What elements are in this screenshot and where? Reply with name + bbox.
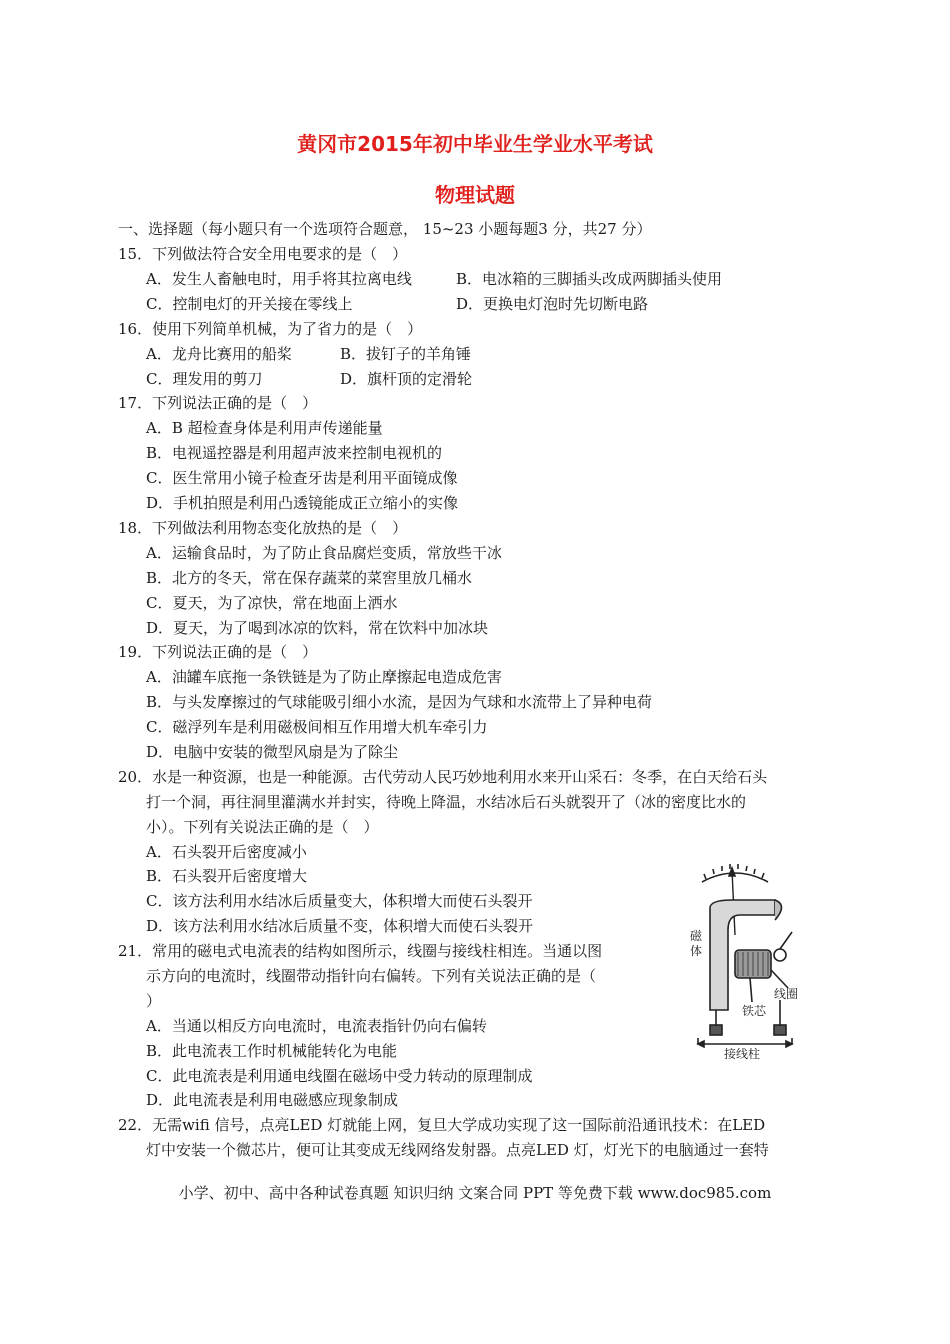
q18-option-d: D．夏天，为了喝到冰凉的饮料，常在饮料中加冰块 [146, 619, 489, 637]
question-18: 18．下列做法利用物态变化放热的是（ ） [118, 519, 408, 537]
label-core: 铁芯 [742, 1004, 767, 1018]
q21-option-c: C．此电流表是利用通电线圈在磁场中受力转动的原理制成 [146, 1067, 533, 1085]
q19-option-a: A．油罐车底拖一条铁链是为了防止摩擦起电造成危害 [146, 668, 502, 686]
label-terminal: 接线柱 [724, 1047, 761, 1060]
q20-option-b: B．石头裂开后密度增大 [146, 867, 308, 885]
q18-option-b: B．北方的冬天，常在保存蔬菜的菜窖里放几桶水 [146, 569, 473, 587]
q16-option-b: B．拔钉子的羊角锤 [340, 345, 472, 363]
label-magnet-1: 磁 [690, 929, 703, 943]
terminal-bracket [698, 1038, 792, 1044]
q20-option-c: C．该方法利用水结冰后质量变大，体积增大而使石头裂开 [146, 892, 533, 910]
q16-option-d: D．旗杆顶的定滑轮 [340, 370, 473, 388]
question-22-line1: 22．无需wifi 信号，点亮LED 灯就能上网，复旦大学成功实现了这一国际前沿通讯技术：在LED [118, 1116, 766, 1134]
q17-option-c: C．医生常用小镜子检查牙齿是利用平面镜成像 [146, 469, 458, 487]
question-22-line2: 灯中安装一个微芯片，便可让其变成无线网络发射器。点亮LED 灯，灯光下的电脑通过一套特 [146, 1141, 769, 1159]
q20-option-a: A．石头裂开后密度减小 [146, 843, 307, 861]
q18-option-a: A．运输食品时，为了防止食品腐烂变质，常放些干冰 [146, 544, 502, 562]
question-20-line3: 小）。下列有关说法正确的是（ ） [146, 818, 379, 836]
q15-option-c: C．控制电灯的开关接在零线上 [146, 295, 353, 313]
question-15: 15．下列做法符合安全用电要求的是（ ） [118, 245, 408, 263]
question-21-line3: ） [146, 992, 162, 1010]
q16-option-a: A．龙舟比赛用的船桨 [146, 345, 292, 363]
exam-title: 黄冈市2015年初中毕业生学业水平考试 [297, 132, 653, 156]
q15-option-b: B．电冰箱的三脚插头改成两脚插头使用 [456, 270, 723, 288]
pointer-tip [729, 868, 735, 876]
q20-option-d: D．该方法利用水结冰后质量不变，体积增大而使石头裂开 [146, 917, 534, 935]
magnet-pole [775, 900, 782, 920]
q17-option-a: A．B 超检查身体是利用声传递能量 [146, 419, 383, 437]
question-17: 17．下列说法正确的是（ ） [118, 394, 318, 412]
question-21-line1: 21．常用的磁电式电流表的结构如图所示，线圈与接线柱相连。当通以图 [118, 942, 603, 960]
question-20-line2: 打一个洞，再往洞里灌满水并封实，待晚上降温，水结冰后石头就裂开了（冰的密度比水的 [146, 793, 747, 811]
q19-option-d: D．电脑中安装的微型风扇是为了除尘 [146, 743, 399, 761]
q19-option-b: B．与头发摩擦过的气球能吸引细小水流，是因为气球和水流带上了异种电荷 [146, 693, 653, 711]
q17-option-b: B．电视遥控器是利用超声波来控制电视机的 [146, 444, 443, 462]
ammeter-diagram [680, 860, 810, 1060]
pivot [774, 949, 786, 961]
q18-option-c: C．夏天，为了凉快，常在地面上洒水 [146, 594, 398, 612]
question-20-line1: 20．水是一种资源，也是一种能源。古代劳动人民巧妙地利用水来开山采石：冬季，在白天给石头 [118, 768, 768, 786]
label-coil: 线圈 [774, 987, 799, 1001]
label-magnet-2: 体 [690, 944, 703, 958]
question-19: 19．下列说法正确的是（ ） [118, 643, 318, 661]
q16-option-c: C．理发用的剪刀 [146, 370, 263, 388]
terminal-right [774, 1025, 786, 1035]
q21-option-a: A．当通以相反方向电流时，电流表指针仍向右偏转 [146, 1017, 487, 1035]
q19-option-c: C．磁浮列车是利用磁极间相互作用增大机车牵引力 [146, 718, 488, 736]
terminal-left [710, 1025, 722, 1035]
q15-option-a: A．发生人畜触电时，用手将其拉离电线 [146, 270, 412, 288]
question-21-line2: 示方向的电流时，线圈带动指针向右偏转。下列有关说法正确的是（ [146, 967, 597, 985]
section-heading: 一、选择题（每小题只有一个选项符合题意， 15~23 小题每题3 分，共27 分） [118, 220, 652, 238]
q21-option-d: D．此电流表是利用电磁感应现象制成 [146, 1091, 399, 1109]
q21-option-b: B．此电流表工作时机械能转化为电能 [146, 1042, 398, 1060]
question-16: 16．使用下列简单机械，为了省力的是（ ） [118, 320, 423, 338]
q15-option-d: D．更换电灯泡时先切断电路 [456, 295, 649, 313]
exam-subtitle: 物理试题 [435, 183, 515, 207]
page-footer: 小学、初中、高中各种试卷真题 知识归纳 文案合同 PPT 等免费下载 www.doc985.com [178, 1184, 772, 1202]
q17-option-d: D．手机拍照是利用凸透镜能成正立缩小的实像 [146, 494, 459, 512]
